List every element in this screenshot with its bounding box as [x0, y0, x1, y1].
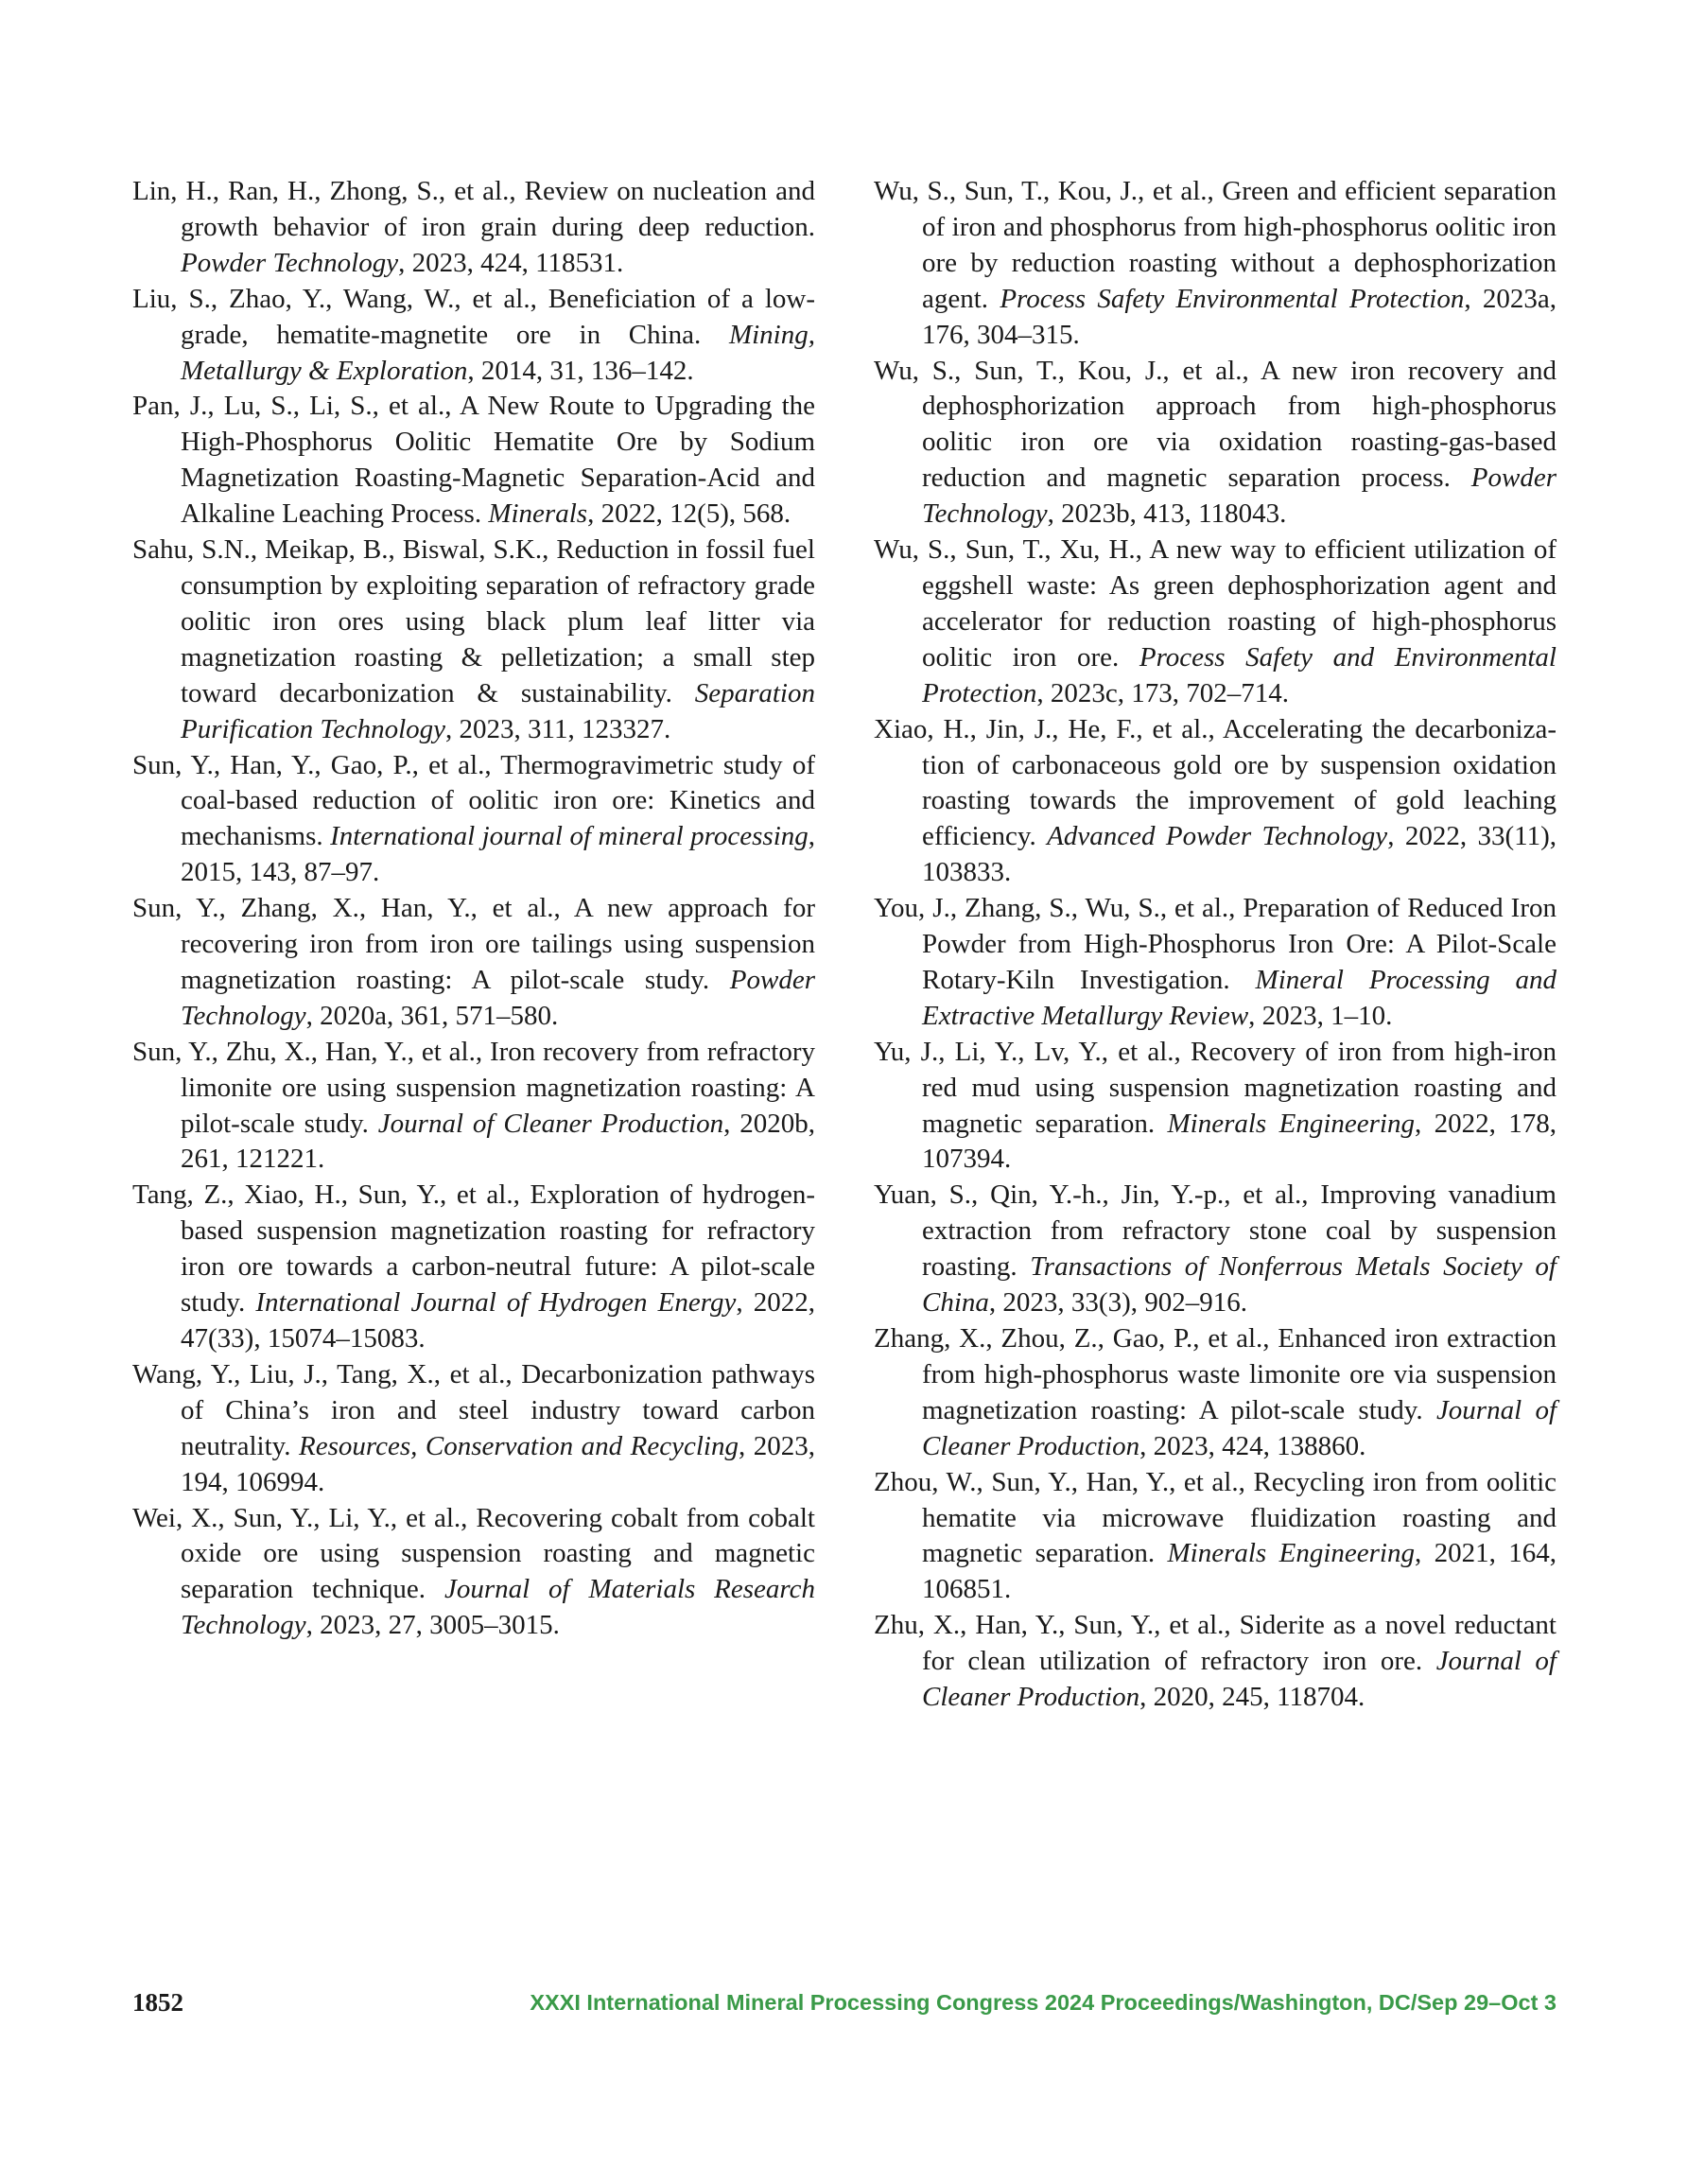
journal-title: Separation Purification Technology — [181, 677, 815, 744]
reference-details: , 2022, 178, 107394. — [922, 1108, 1557, 1175]
reference-entry — [874, 712, 1557, 892]
reference-details: , 2022, 47(33), 15074–15083. — [181, 1287, 815, 1354]
reference-details: , 2023, 311, 123327. — [445, 713, 671, 744]
reference-text: Wu, S., Sun, T., Kou, J., et al., Green and efficient separation of iron and phosphorus from high-phosphorus oolitic iron ore by reduction roasting without a dephosphorization agent. — [874, 176, 1557, 314]
reference-details: , 2020b, 261, 121221. — [181, 1108, 816, 1175]
reference-details: , 2023b, 413, 118043. — [1047, 498, 1287, 530]
journal-title: Transactions of Nonferrous Metals Society of China — [922, 1251, 1557, 1319]
reference-text: Wang, Y., Liu, J., Tang, X., et al., Decarbonization pathways of China’s iron and steel industry toward carbon neutrality. — [132, 1358, 815, 1461]
reference-entry — [874, 1321, 1557, 1465]
reference-column-left — [132, 174, 815, 1716]
reference-text: Wei, X., Sun, Y., Li, Y., et al., Recovering cobalt from cobalt oxide ore using suspension roasting and magnetic separation technique. — [132, 1502, 815, 1605]
reference-list — [132, 174, 1557, 1716]
reference-entry — [132, 174, 815, 282]
reference-entry — [132, 1035, 815, 1179]
journal-title: Minerals — [488, 498, 588, 530]
reference-details: , 2023, 27, 3005–3015. — [305, 1610, 560, 1641]
reference-details: , 2015, 143, 87–97. — [181, 821, 815, 888]
reference-text: Pan, J., Lu, S., Li, S., et al., A New Route to Upgrading the High-Phosphorus Oolitic Hematite Ore by Sodium Magnetization Roasting-Magnetic Separation-Acid and Alkaline Leaching Process. — [132, 391, 815, 530]
journal-title: Process Safety and Environmental Protection — [922, 641, 1557, 708]
reference-text: Wu, S., Sun, T., Kou, J., et al., A new iron recovery and dephosphorization approach from high-phosphorus oolitic iron ore via oxidation roasting-gas-based reduction and magnetic separation process. — [874, 355, 1557, 494]
reference-entry — [132, 533, 815, 747]
reference-text: Liu, S., Zhao, Y., Wang, W., et al., Beneficiation of a low-grade, hematite-magnetite ore in China. — [132, 283, 815, 350]
journal-title: Minerals Engineering — [1167, 1538, 1415, 1569]
reference-entry — [132, 1501, 815, 1645]
reference-entry — [132, 1357, 815, 1501]
reference-text: Lin, H., Ran, H., Zhong, S., et al., Review on nucleation and growth behavior of iron grain during deep reduction. — [132, 176, 815, 242]
reference-text: Zhu, X., Han, Y., Sun, Y., et al., Siderite as a novel reductant for clean utilization of refractory iron ore. — [874, 1610, 1557, 1677]
reference-text: Sun, Y., Zhang, X., Han, Y., et al., A new approach for recovering iron from iron ore tailings using suspension magnetization roasting: A pilot-scale study. — [132, 893, 815, 995]
reference-text: Sun, Y., Han, Y., Gao, P., et al., Thermogravimetric study of coal-based reduction of oolitic iron ore: Kinetics and mechanisms. — [132, 749, 815, 852]
journal-title: Journal of Cleaner Production — [922, 1646, 1557, 1713]
reference-details: , 2022, 33(11), 103833. — [922, 821, 1557, 888]
reference-entry — [874, 1608, 1557, 1716]
reference-details: , 2014, 31, 136–142. — [467, 355, 694, 386]
page-footer — [132, 1988, 1557, 2022]
journal-title: Minerals Engineering — [1167, 1108, 1415, 1139]
reference-entry — [874, 1465, 1557, 1609]
reference-text: You, J., Zhang, S., Wu, S., et al., Preparation of Reduced Iron Powder from High-Phosphorus Iron Ore: A Pilot-Scale Rotary-Kiln Investigation. — [874, 893, 1557, 995]
reference-text: Wu, S., Sun, T., Xu, H., A new way to efficient utilization of eggshell waste: As green dephosphorization agent and accelerator for reduction roasting of high-phosphorus oolitic iron ore. — [874, 534, 1557, 673]
reference-entry — [132, 282, 815, 390]
journal-title: Journal of Cleaner Production — [377, 1108, 724, 1139]
journal-title: Process Safety Environmental Protection — [1000, 283, 1465, 314]
reference-entry — [874, 1035, 1557, 1179]
reference-details: , 2022, 12(5), 568. — [587, 498, 791, 530]
journal-title: Powder Technology — [922, 463, 1557, 530]
reference-details: , 2020, 245, 118704. — [1139, 1682, 1365, 1713]
reference-details: , 2023a, 176, 304–315. — [922, 283, 1557, 350]
running-head: XXXI International Mineral Processing Congress 2024 Proceedings/Washington, DC/Sep 29–Oct 3 — [530, 1990, 1557, 2015]
reference-column-right — [874, 174, 1557, 1716]
reference-details: , 2020a, 361, 571–580. — [305, 1000, 559, 1031]
journal-title: Journal of Materials Research Technology — [181, 1574, 816, 1641]
journal-title: Mining, Metallurgy & Exploration — [181, 319, 815, 386]
journal-title: Resources, Conservation and Recycling — [299, 1430, 739, 1461]
reference-entry — [132, 891, 815, 1035]
reference-entry — [874, 533, 1557, 712]
journal-title: Powder Technology — [181, 247, 399, 278]
reference-text: Tang, Z., Xiao, H., Sun, Y., et al., Exploration of hydrogen-based suspension magnetization roasting for refractory iron ore towards a carbon-neutral future: A pilot-scale study. — [132, 1179, 815, 1319]
reference-text: Sahu, S.N., Meikap, B., Biswal, S.K., Reduction in fossil fuel consumption by exploiting separation of refractory grade oolitic iron ores using black plum leaf litter via magnetization roasting & pelletization; a small step toward decarbonization & sustainability. — [132, 534, 815, 708]
reference-details: , 2023, 194, 106994. — [181, 1430, 816, 1497]
reference-text: Xiao, H., Jin, J., He, F., et al., Accelerating the decarbonization of carbonaceous gold ore by suspension oxidation roasting towards the improvement of gold leaching efficiency. — [874, 713, 1557, 852]
reference-text: Zhang, X., Zhou, Z., Gao, P., et al., Enhanced iron extraction from high-phosphorus waste limonite ore via suspension magnetization roasting: A pilot-scale study. — [874, 1323, 1557, 1425]
reference-text: Zhou, W., Sun, Y., Han, Y., et al., Recycling iron from oolitic hematite via microwave fluidization roasting and magnetic separation. — [874, 1466, 1557, 1569]
journal-title: International Journal of Hydrogen Energy — [255, 1287, 737, 1319]
journal-title: Mineral Processing and Extractive Metallurgy Review — [922, 964, 1557, 1031]
reference-details: , 2023, 33(3), 902–916. — [988, 1287, 1247, 1319]
reference-details: , 2023c, 173, 702–714. — [1036, 677, 1289, 708]
reference-text: Sun, Y., Zhu, X., Han, Y., et al., Iron recovery from refractory limonite ore using suspension magnetization roasting: A pilot-scale study. — [132, 1036, 815, 1139]
reference-entry — [874, 891, 1557, 1035]
reference-entry — [132, 1178, 815, 1357]
journal-title: Journal of Cleaner Production — [922, 1394, 1557, 1461]
reference-details: , 2021, 164, 106851. — [922, 1538, 1557, 1605]
reference-entry — [132, 748, 815, 892]
journal-title: Advanced Powder Technology — [1047, 821, 1388, 852]
reference-details: , 2023, 424, 118531. — [398, 247, 624, 278]
reference-details: , 2023, 1–10. — [1248, 1000, 1393, 1031]
journal-title: Powder Technology — [181, 964, 815, 1031]
reference-entry — [874, 354, 1557, 533]
reference-entry — [874, 1178, 1557, 1321]
reference-entry — [874, 174, 1557, 354]
reference-details: , 2023, 424, 138860. — [1139, 1430, 1366, 1461]
reference-text: Yuan, S., Qin, Y.-h., Jin, Y.-p., et al., Improving vanadium extraction from refractory stone coal by suspension roasting. — [874, 1179, 1557, 1283]
page-number: 1852 — [132, 1988, 183, 2017]
reference-text: Yu, J., Li, Y., Lv, Y., et al., Recovery of iron from high-iron red mud using suspension magnetization roasting and magnetic separation. — [874, 1036, 1557, 1139]
journal-title: International journal of mineral processing — [330, 821, 809, 852]
reference-entry — [132, 389, 815, 533]
